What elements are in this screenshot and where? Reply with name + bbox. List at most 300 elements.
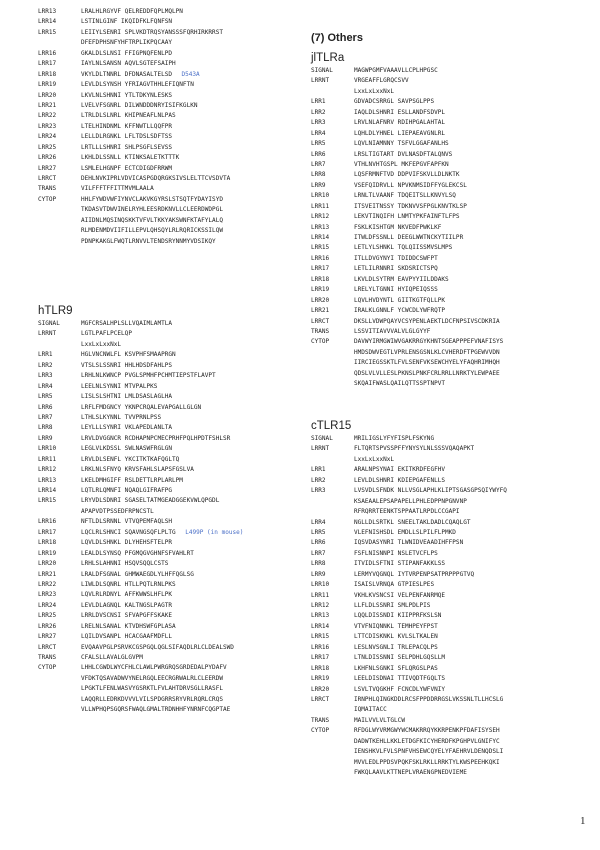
sequence-text: LRVLDLSENFL YKCITKTKAFQGLTQ — [81, 455, 180, 463]
sequence-text: VLLWPHQPSGQRSFWAQLGMALTRDNHHFYNRNFCQGPTAE — [81, 706, 231, 714]
domain-label: LRR21 — [311, 307, 330, 315]
domain-label: LRR5 — [38, 393, 53, 401]
sequence-row — [38, 132, 300, 142]
sequence-row — [311, 358, 571, 368]
sequence-text: HHLFYWDVWFIYNVCLAKVKGYRSLSTSQTFYDAYISYD — [81, 195, 223, 203]
sequence-text: ITVIDLSFTNI STIPANFAKKLSS — [354, 560, 446, 568]
domain-label: LRR3 — [311, 119, 326, 127]
domain-label: LRRNT — [311, 77, 330, 85]
sequence-text: LEVLDLAGNQL KALTNGSLPAGTR — [81, 601, 173, 609]
sequence-row — [311, 369, 571, 379]
sequence-row — [38, 122, 300, 132]
sequence-text: LEVLDLSYNSH YFRIAGVTHHLEFIQNFTN — [81, 81, 194, 89]
sequence-row — [38, 486, 300, 496]
sequence-text: VKYLDLTNNRL DFDNASALTELSD — [81, 70, 173, 78]
sequence-text: CFALSLLAVALGLGVPM — [81, 654, 143, 661]
domain-label: LRR20 — [38, 91, 57, 99]
domain-label: LRR6 — [38, 403, 53, 411]
sequence-text: LEVLDLSHNRI KDIEPGAFENLLS — [354, 476, 446, 484]
domain-label: LRR8 — [311, 560, 326, 568]
sequence-row — [311, 465, 571, 475]
domain-label: LRR20 — [38, 560, 57, 568]
sequence-row — [38, 195, 300, 205]
sequence-text: IAQLDLSHNRI ESLLANDFSDVPL — [354, 108, 446, 116]
sequence-row — [38, 319, 300, 329]
sequence-row — [311, 181, 571, 191]
sequence-text: LEGLVLKDSSL SWLNASWFRGLGN — [81, 445, 173, 453]
sequence-text: LRHLNLKWNCP PVGLSPMHFPCHMTIEPSTFLAVPT — [81, 372, 216, 380]
domain-label: TRANS — [311, 327, 330, 335]
sequence-row — [38, 695, 300, 705]
sequence-row — [38, 153, 300, 163]
sequence-text: ITSVEITNSSY TDKNVVSFPGLKNVTKLSP — [354, 202, 467, 210]
tlr8-continuation-block — [38, 7, 300, 247]
domain-label: LRR15 — [38, 497, 57, 505]
sequence-row — [38, 101, 300, 111]
sequence-text: LQVLNIAMNNY TSFVLGGAFANLHS — [354, 140, 449, 148]
sequence-row — [38, 507, 300, 517]
sequence-text: LEIIYLSENRI SPLVKDTRQSYANSSSFQRHIRKRRST — [81, 28, 223, 36]
sequence-text: ISAISLVRNQA GTPIESLPES — [354, 581, 435, 589]
sequence-text: LKHFNLSGNKI SFLQRGSLPAS — [354, 664, 438, 672]
domain-label: LRR2 — [311, 476, 326, 484]
sequence-text: VFDKTQSAVADWVYNELRGQLEECRGRWALRLCLEERDW — [81, 674, 223, 682]
sequence-text: LVSVDLSFNDK NLLVSGLAPHLKLIPTSGASGPSQIYWYFQ — [354, 487, 507, 495]
sequence-text: LQHLDLYHNEL LIEPAEAVGNLRL — [354, 129, 446, 137]
sequence-row — [311, 685, 571, 695]
domain-label: LRRCT — [38, 643, 57, 651]
sequence-row — [38, 164, 300, 174]
domain-label: LRR26 — [38, 154, 57, 162]
sequence-text: LIWLDLSQNRL HTLLPQTLRNLPKS — [81, 580, 176, 588]
sequence-row — [38, 538, 300, 548]
sequence-text: MVVLEDLPPDSVPQKFSKLRKLLRRKTYLKWSPEEHKQKI — [354, 758, 500, 766]
domain-label: LRR7 — [311, 160, 326, 168]
sequence-row — [311, 664, 571, 674]
domain-label: CYTOP — [311, 727, 330, 735]
sequence-row — [38, 350, 300, 360]
sequence-text: ITLLDVGYNYI TDIDDCSWFPT — [354, 254, 438, 262]
domain-label: LRR8 — [311, 171, 326, 179]
sequence-text: LTNLDISSNNI SELPDHLGQSLLM — [354, 654, 446, 662]
sequence-row — [311, 233, 571, 243]
sequence-row — [311, 580, 571, 590]
sequence-text: LRALDFSGNAL GHMWAEGDLYLHFFQGLSG — [81, 570, 194, 578]
sequence-text: GKALDLSLNSI FFIGPNQFENLPD — [81, 49, 173, 57]
sequence-row — [38, 216, 300, 226]
mutation-note: D543A — [181, 70, 200, 78]
sequence-text: LAQQRLLEDRKDVVVLVILSPDGRRSRYVRLRQRLCRQS — [81, 695, 223, 703]
sequence-row — [38, 174, 300, 184]
sequence-text: GDVADCSRRGL SAVPSGLPPS — [354, 98, 435, 106]
sequence-text: LSTINLGINF IKQIDFKLFQNFSN — [81, 18, 173, 26]
sequence-text: LQVLHVDYNTL GIITKGTFQLLPK — [354, 296, 446, 304]
domain-label: LRR23 — [38, 591, 57, 599]
sequence-row — [311, 570, 571, 580]
sequence-row — [311, 444, 571, 454]
domain-label: LRR11 — [311, 202, 330, 210]
sequence-row — [38, 444, 300, 454]
sequence-text: MAILVVLVLTGLCW — [354, 716, 405, 724]
sequence-row — [311, 243, 571, 253]
sequence-text: DKSLLVDWPQAYVCSYPENLAEKTLDCFNPSIVSCDKRIA — [354, 317, 500, 325]
sequence-row — [311, 87, 571, 97]
section-heading: (7) Others — [311, 32, 363, 44]
domain-label: LRRCT — [311, 317, 330, 325]
sequence-text: LQVLRLRDNYL AFFKWWSLHFLPK — [81, 591, 173, 599]
domain-label: LRR12 — [311, 213, 330, 221]
domain-label: LRR21 — [38, 570, 57, 578]
sequence-row — [311, 559, 571, 569]
domain-label: LRR13 — [38, 476, 57, 484]
sequence-row — [311, 191, 571, 201]
protein-title: hTLR9 — [38, 305, 73, 317]
domain-label: LRR19 — [311, 286, 330, 294]
sequence-row — [38, 423, 300, 433]
sequence-row — [38, 528, 300, 538]
sequence-row — [311, 66, 571, 76]
sequence-row — [38, 111, 300, 121]
sequence-text: LISLSLSHTNI LMLDSASLAGLHA — [81, 393, 173, 401]
sequence-text: MRILIGSLYFYFISPLFSKYNG — [354, 435, 435, 442]
sequence-text: LQSFRMNFTVD DDPVIFSKVLLDLNKTK — [354, 171, 460, 179]
domain-label: LRR22 — [38, 112, 57, 120]
domain-label: LRR10 — [311, 192, 330, 200]
sequence-row — [38, 70, 300, 80]
sequence-row — [38, 663, 300, 673]
sequence-text: ARALNPSYNAI EKITKRDFEGFHV — [354, 466, 446, 474]
sequence-row — [311, 549, 571, 559]
sequence-text: LLFLDLSSNRI SMLPDLPIS — [354, 602, 431, 609]
domain-label: SIGNAL — [38, 320, 60, 327]
sequence-row — [311, 674, 571, 684]
sequence-text: LRELYLTGNNI HYIQPEIQSSS — [354, 286, 438, 294]
sequence-text: SKQAIFWASLQAILQTTSSPTNPVT — [354, 380, 446, 388]
sequence-text: DAVWYIRMGWIWVGAKRRGYKHNTSGEAPPPEFVNAFISYS — [354, 338, 504, 346]
jiltlra-block — [311, 50, 571, 390]
sequence-row — [38, 684, 300, 694]
sequence-text: IIRCIEGSSKTLFVLSENFVKSEWCHYELYFAQHRIMHQH — [354, 359, 500, 367]
sequence-row — [311, 170, 571, 180]
domain-label: LRR2 — [38, 361, 53, 369]
sequence-text: LTELHINDNML KFFNWTLLQQFPR — [81, 122, 173, 130]
sequence-row — [311, 337, 571, 347]
sequence-text: LSMLELHGNPF ECTCDIGDFRRWM — [81, 164, 173, 172]
sequence-text: LRKLNLSFNYQ KRVSFAHLSLAPSFGSLVA — [81, 466, 194, 474]
sequence-text: LTTCDISKNKL KVLSLTKALEN — [354, 633, 438, 641]
sequence-text: VTSLSLSSNRI HHLHDSDFAHLPS — [81, 361, 173, 369]
sequence-row — [311, 129, 571, 139]
domain-label: LRR16 — [38, 49, 57, 57]
sequence-text: MGFCRSALHPLSLLVQAIMLAMTLA — [81, 320, 173, 327]
sequence-row — [38, 226, 300, 236]
domain-label: LRR26 — [38, 622, 57, 630]
sequence-text: LEYLLLSYNRI VKLAPEDLANLTA — [81, 424, 173, 432]
sequence-text: VTHLNVHTGSPL MKFEPGVFAPFKN — [354, 160, 449, 168]
sequence-text: LRNLTLVAANF TDQEITSLLKNVYLSQ — [354, 192, 456, 200]
sequence-text: LKVLDLSYTRM EAVPYYIILDDAKS — [354, 275, 449, 283]
sequence-row — [38, 382, 300, 392]
sequence-row — [311, 254, 571, 264]
domain-label: LRR5 — [311, 140, 326, 148]
sequence-row — [38, 705, 300, 715]
sequence-text: HGLVNCNWLFL KSVPHFSMAAPRGN — [81, 351, 176, 359]
sequence-text: LELLDLRGNKL LFLTDSLSDFTSS — [81, 133, 173, 141]
sequence-row — [311, 695, 571, 705]
sequence-text: LQCLRLSHNCI SQAVNGSQFLPLTG — [81, 528, 176, 536]
sequence-text: LSVLTVQGKHF FCNCDLYWFVNIY — [354, 685, 446, 693]
sequence-row — [311, 434, 571, 444]
domain-label: LRR4 — [38, 382, 53, 390]
domain-label: LRRNT — [311, 445, 330, 453]
sequence-row — [38, 329, 300, 339]
domain-label: LRR8 — [38, 424, 53, 432]
domain-label: SIGNAL — [311, 67, 333, 74]
domain-label: LRR18 — [311, 664, 330, 672]
sequence-row — [311, 737, 571, 747]
domain-label: LRR14 — [38, 487, 57, 494]
domain-label: LRR7 — [311, 549, 326, 557]
sequence-text: IRALKLGNNLF YCWCDLYWFRQTP — [354, 307, 446, 315]
sequence-row — [311, 643, 571, 653]
sequence-row — [38, 653, 300, 663]
sequence-text: MAGWPGMFVAAAVLLCPLHPGSC — [354, 67, 438, 74]
sequence-row — [311, 275, 571, 285]
sequence-row — [311, 348, 571, 358]
sequence-text: APAPVDTPSSEDFRPNCSTL — [81, 507, 154, 515]
sequence-text: EVQAAVPGLPSRVKCGSPGQLQGLSIFAQDLRLCLDEALSWD — [81, 643, 234, 651]
sequence-text: FWKQLAAVLKTTNEPLVRAENGPNEDVIEME — [354, 769, 467, 776]
sequence-row — [38, 570, 300, 580]
domain-label: LRR22 — [38, 580, 57, 588]
domain-label: LRR1 — [311, 466, 326, 474]
sequence-text: LTRLDLSLNRL KHIPNEAFLNLPAS — [81, 112, 176, 120]
domain-label: LRR4 — [311, 518, 326, 526]
sequence-text: IQSVDASYNRI TLWNIDVEAADIHFFPSN — [354, 539, 464, 547]
domain-label: LRR3 — [311, 487, 326, 495]
domain-label: LRR6 — [311, 150, 326, 158]
sequence-row — [38, 59, 300, 69]
sequence-row — [38, 371, 300, 381]
domain-label: LRR12 — [311, 602, 330, 609]
sequence-text: IENSHKVLFVLSPNFVHSEWCQYELYFAEHRVLDENQDSLI — [354, 748, 504, 756]
sequence-row — [38, 622, 300, 632]
sequence-row — [311, 160, 571, 170]
domain-label: LRR17 — [38, 528, 57, 536]
domain-label: LRR7 — [38, 413, 53, 421]
protein-title: jlTLRa — [311, 52, 345, 64]
domain-label: LRR18 — [38, 539, 57, 547]
sequence-row — [311, 455, 571, 465]
sequence-text: IQMAITACC — [354, 706, 387, 714]
sequence-text: DFEFDPHSNFYHFTRPLIKPQCAAY — [81, 39, 173, 47]
sequence-text: NGLLDLSRTKL SNEELTAKLDADLCQAQLGT — [354, 518, 471, 526]
sequence-text: LRSLTIGTART DVLNASDFTALQNVS — [354, 150, 453, 158]
sequence-text: DADWTKEHLLKKLETDGFKICYHERDFKPGHPVLGNIFYC — [354, 737, 500, 745]
sequence-row — [311, 317, 571, 327]
sequence-row — [311, 327, 571, 337]
sequence-row — [38, 643, 300, 653]
sequence-text: LKVLNLSHNNI YTLTDKYNLESKS — [81, 91, 173, 99]
domain-label: LRR14 — [38, 18, 57, 26]
domain-label: LRR3 — [38, 372, 53, 380]
sequence-row — [311, 758, 571, 768]
domain-label: LRR17 — [311, 654, 330, 662]
sequence-text: LxxLxLxxNxL — [354, 87, 395, 95]
domain-label: LRR14 — [311, 622, 330, 630]
sequence-row — [38, 184, 300, 194]
sequence-row — [38, 517, 300, 527]
sequence-row — [311, 747, 571, 757]
sequence-text: LQILDVSANPL HCACGAAFMDFLL — [81, 633, 173, 641]
sequence-row — [311, 622, 571, 632]
sequence-row — [311, 150, 571, 160]
domain-label: LRR27 — [38, 164, 57, 172]
sequence-row — [38, 38, 300, 48]
domain-label: LRR1 — [311, 98, 326, 106]
sequence-row — [38, 559, 300, 569]
domain-label: LRR1 — [38, 351, 53, 359]
sequence-row — [38, 455, 300, 465]
sequence-row — [38, 7, 300, 17]
sequence-row — [311, 285, 571, 295]
sequence-text: HMDSDWVEGTLVPRLENSGSNLKLCVHERDFTPGEWVVDN — [354, 348, 500, 356]
sequence-text: FLTQRTSPVSSPFFYNYSYLNLSSSVQAQAPKT — [354, 445, 475, 453]
domain-label: LRR12 — [38, 466, 57, 474]
sequence-text: LxxLxLxxNxL — [81, 340, 122, 348]
sequence-row — [311, 379, 571, 389]
sequence-row — [38, 91, 300, 101]
sequence-row — [311, 118, 571, 128]
sequence-text: IRNPHLQINGKDDLRCSFPPDDRRGSLVKSSNLTLLHCSLG — [354, 695, 504, 703]
sequence-text: LTHLSLKYNNL TVVPRNLPSS — [81, 413, 162, 421]
sequence-text: VLEFNISHSDL EMDLLSLPILFLPMKD — [354, 528, 456, 536]
domain-label: LRR17 — [38, 60, 57, 68]
sequence-row — [311, 518, 571, 528]
sequence-text: DEHLNVKIPRLVDVICASPGDQRGKSIVSLELTTCVSDVTA — [81, 175, 231, 182]
sequence-row — [311, 139, 571, 149]
sequence-row — [38, 205, 300, 215]
sequence-text: LKHLDLSSNLL KTINKSALETKTTTK — [81, 154, 180, 162]
mutation-note: L499P (in mouse) — [185, 528, 244, 536]
sequence-text: NFTLDLSRNNL VTVQPEMFAQLSH — [81, 518, 173, 526]
domain-label: LRR23 — [38, 122, 57, 130]
sequence-text: LQVLDLSHNKL DLYHEHSFTELPR — [81, 539, 173, 547]
domain-label: LRR24 — [38, 133, 57, 141]
sequence-text: VILFFFTFFITTMVMLAALA — [81, 185, 154, 193]
sequence-text: KSAEAALEPSAPAPELLPHLEDPPNPGNVNP — [354, 497, 467, 505]
sequence-text: LQTLRLQMNFI NQAQLGIFRAFPG — [81, 487, 173, 494]
sequence-row — [38, 392, 300, 402]
sequence-row — [311, 306, 571, 316]
domain-label: LRR16 — [38, 518, 57, 526]
sequence-text: LGTLPAFLPCELQP — [81, 330, 132, 338]
sequence-row — [311, 486, 571, 496]
domain-label: LRR25 — [38, 612, 57, 620]
sequence-row — [38, 611, 300, 621]
sequence-text: IAYLNLSANSN AQVLSGTEFSAIPH — [81, 60, 176, 68]
sequence-row — [38, 413, 300, 423]
sequence-row — [311, 768, 571, 778]
protein-title: cTLR15 — [311, 420, 352, 432]
domain-label: LRR19 — [38, 81, 57, 89]
sequence-row — [311, 223, 571, 233]
sequence-text: LRELNLSANAL KTVDHSWFGPLASA — [81, 622, 176, 630]
sequence-text: LRALHLRGYVF QELREDDFQPLMQLPN — [81, 8, 183, 15]
sequence-row — [38, 549, 300, 559]
sequence-text: LPGKTLFENLWASVYGSRKTLFVLAHTDRVSGLLRASFL — [81, 685, 223, 693]
sequence-text: FSFLNISNNPI NSLETVCFLPS — [354, 549, 438, 557]
sequence-row — [38, 361, 300, 371]
domain-label: CYTOP — [311, 338, 330, 346]
sequence-row — [311, 538, 571, 548]
domain-label: SIGNAL — [311, 435, 333, 442]
sequence-row — [38, 476, 300, 486]
domain-label: CYTOP — [38, 195, 57, 203]
sequence-row — [38, 465, 300, 475]
sequence-text: RFRQRRTEENKTSPPAATLRPDLCCGAPI — [354, 508, 460, 516]
domain-label: LRR25 — [38, 143, 57, 151]
sequence-text: LVELVFSGNRL DILWNDDDNRYISIFKGLKN — [81, 101, 198, 109]
domain-label: LRR10 — [38, 445, 57, 453]
sequence-text: AIIDNLMQSINQSKKTVFVLTKKYAKSWNFKTAFYLALQ — [81, 216, 223, 224]
domain-label: LRR19 — [311, 675, 330, 683]
sequence-row — [38, 632, 300, 642]
domain-label: LRR4 — [311, 129, 326, 137]
sequence-text: RLMDENMDVIIFILLEPVLQHSQYLRLRQRICKSSILQW — [81, 227, 223, 235]
domain-label: LRRNT — [38, 330, 57, 338]
sequence-row — [311, 705, 571, 715]
sequence-row — [38, 403, 300, 413]
sequence-row — [311, 726, 571, 736]
sequence-text: RFDGLWYVRMGWYWCMAKRRQYKKRPENKPFDAFISYSEH — [354, 727, 500, 735]
sequence-row — [311, 212, 571, 222]
sequence-text: LRTLLLSHNRI SHLPSGFLSEVSS — [81, 143, 173, 151]
domain-label: LRR13 — [311, 612, 330, 620]
sequence-row — [311, 476, 571, 486]
sequence-text: LRVLNLAFNRV RDIHPGALAHTAL — [354, 119, 446, 127]
sequence-row — [311, 611, 571, 621]
sequence-text: QDSLVLVLLESLPKNSLPNKFCRLRRLLNRKTYLEWPAEE — [354, 369, 500, 377]
sequence-row — [311, 632, 571, 642]
domain-label: LRR18 — [311, 275, 330, 283]
page-number: 1 — [580, 815, 586, 827]
sequence-text: LRHLSLAHNNI HSQVSQQLCSTS — [81, 560, 169, 568]
sequence-row — [38, 674, 300, 684]
domain-label: LRR14 — [311, 234, 330, 241]
sequence-text: LHHLCGWDLWYCFHLCLAWLPWRGRQSGRDEDALPYDAFV — [81, 664, 227, 672]
sequence-text: LEKVTINQIFH LNMTYPKFAINFTLFPS — [354, 213, 460, 221]
domain-label: LRR9 — [311, 570, 326, 578]
domain-label: LRR2 — [311, 108, 326, 116]
domain-label: LRR9 — [311, 181, 326, 189]
sequence-text: VTVFNIQNNKL TEMHPEYFPST — [354, 622, 438, 630]
domain-label: LRR20 — [311, 685, 330, 693]
sequence-text: LETLILRNNRI SKDSRICTSPQ — [354, 265, 438, 273]
sequence-row — [311, 97, 571, 107]
sequence-text: LRVLDVGGNCR RCDHAPNPCMECPRHFPQLHPDTFSHLSR — [81, 434, 231, 442]
domain-label: LRR10 — [311, 581, 330, 589]
domain-label: LRR20 — [311, 296, 330, 304]
sequence-text: FSKLKISHTGM NKVEDFPWKLKF — [354, 223, 442, 231]
domain-label: LRR15 — [311, 244, 330, 252]
sequence-text: VSEFQIDRVLL NPVKNMSIDFFYGLEKCSL — [354, 181, 467, 189]
sequence-text: LEALDLSYNSQ PFGMQGVGHNFSFVAHLRT — [81, 549, 194, 557]
sequence-row — [311, 507, 571, 517]
domain-label: LRRCT — [38, 175, 57, 182]
sequence-row — [311, 716, 571, 726]
domain-label: LRR13 — [38, 8, 57, 15]
